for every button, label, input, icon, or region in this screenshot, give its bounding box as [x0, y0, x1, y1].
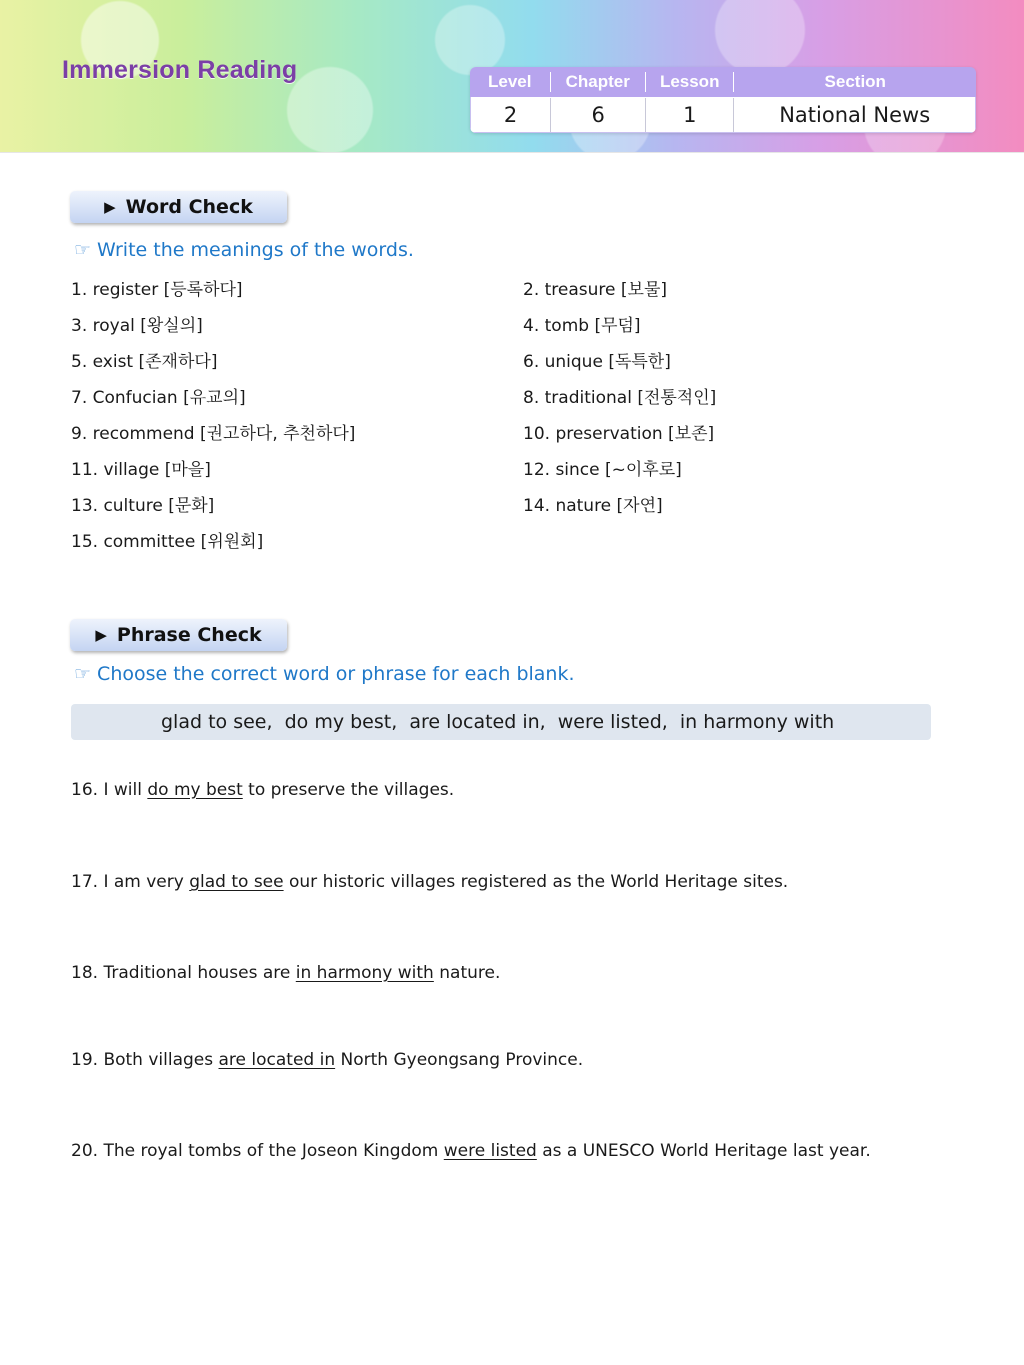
question-answer: in harmony with: [295, 963, 434, 983]
level-header: Level: [470, 72, 551, 92]
level-value: 2: [471, 98, 551, 132]
question-text-before: 19. Both villages: [71, 1050, 219, 1070]
chapter-value: 6: [551, 98, 646, 132]
vocab-item: 9. recommend [권고하다, 추천하다]: [71, 424, 356, 444]
word-check-instruction: [74, 239, 414, 261]
section-value: National News: [779, 102, 931, 127]
vocab-item: 11. village [마을]: [71, 460, 211, 480]
question-answer: glad to see: [189, 872, 284, 892]
chapter-header: Chapter: [551, 72, 646, 92]
lesson-info-header-row: [470, 67, 976, 97]
question-item: [71, 1141, 871, 1161]
vocab-item: 4. tomb [무덤]: [523, 316, 641, 336]
page-header: [0, 0, 1024, 153]
triangle-right-icon: ▶: [104, 198, 116, 216]
vocab-item: 2. treasure [보물]: [523, 280, 667, 300]
question-text-after: our historic villages registered as the World Heritage sites.: [283, 872, 789, 892]
question-text-after: North Gyeongsang Province.: [335, 1050, 584, 1070]
lesson-value: 1: [646, 98, 734, 132]
question-text-before: 18. Traditional houses are: [71, 963, 296, 983]
word-check-title: Word Check: [125, 196, 253, 218]
phrase-check-instruction-text: Choose the correct word or phrase for each blank.: [97, 663, 575, 685]
question-item: [71, 963, 500, 983]
brand-title: Immersion Reading: [62, 56, 298, 84]
vocab-item: 3. royal [왕실의]: [71, 316, 203, 336]
lesson-header: Lesson: [646, 72, 734, 92]
question-text-before: 16. I will: [71, 780, 148, 800]
vocab-item: 10. preservation [보존]: [523, 424, 715, 444]
question-item: [71, 780, 454, 800]
vocab-item: 6. unique [독특한]: [523, 352, 671, 372]
question-text-after: to preserve the villages.: [242, 780, 455, 800]
word-bank: glad to see, do my best, are located in, were listed, in harmony with: [71, 704, 931, 740]
pointing-hand-icon: ☞: [74, 663, 92, 685]
phrase-check-instruction: [74, 663, 575, 685]
phrase-check-title: Phrase Check: [116, 624, 262, 646]
vocab-item: 1. register [등록하다]: [71, 280, 243, 300]
question-answer: do my best: [147, 780, 243, 800]
question-item: [71, 1050, 583, 1070]
triangle-right-icon: ▶: [95, 626, 107, 644]
question-text-before: 20. The royal tombs of the Joseon Kingdom: [71, 1141, 444, 1161]
vocab-item: 14. nature [자연]: [523, 496, 663, 516]
question-text-before: 17. I am very: [71, 872, 190, 892]
section-header: Section: [824, 72, 886, 91]
question-answer: were listed: [443, 1141, 537, 1161]
vocab-item: 15. committee [위원회]: [71, 532, 264, 552]
question-text-after: as a UNESCO World Heritage last year.: [536, 1141, 871, 1161]
question-text-after: nature.: [433, 963, 501, 983]
pointing-hand-icon: ☞: [74, 239, 92, 261]
phrase-check-heading: [70, 619, 287, 651]
lesson-info-value-row: [470, 97, 976, 133]
vocab-item: 8. traditional [전통적인]: [523, 388, 717, 408]
question-item: [71, 872, 788, 892]
word-check-instruction-text: Write the meanings of the words.: [97, 239, 414, 261]
vocab-item: 12. since [~이후로]: [523, 460, 682, 480]
vocab-item: 7. Confucian [유교의]: [71, 388, 246, 408]
lesson-info-table: [470, 67, 976, 133]
word-check-heading: [70, 191, 287, 223]
vocab-item: 5. exist [존재하다]: [71, 352, 218, 372]
vocab-item: 13. culture [문화]: [71, 496, 215, 516]
question-answer: are located in: [218, 1050, 336, 1070]
